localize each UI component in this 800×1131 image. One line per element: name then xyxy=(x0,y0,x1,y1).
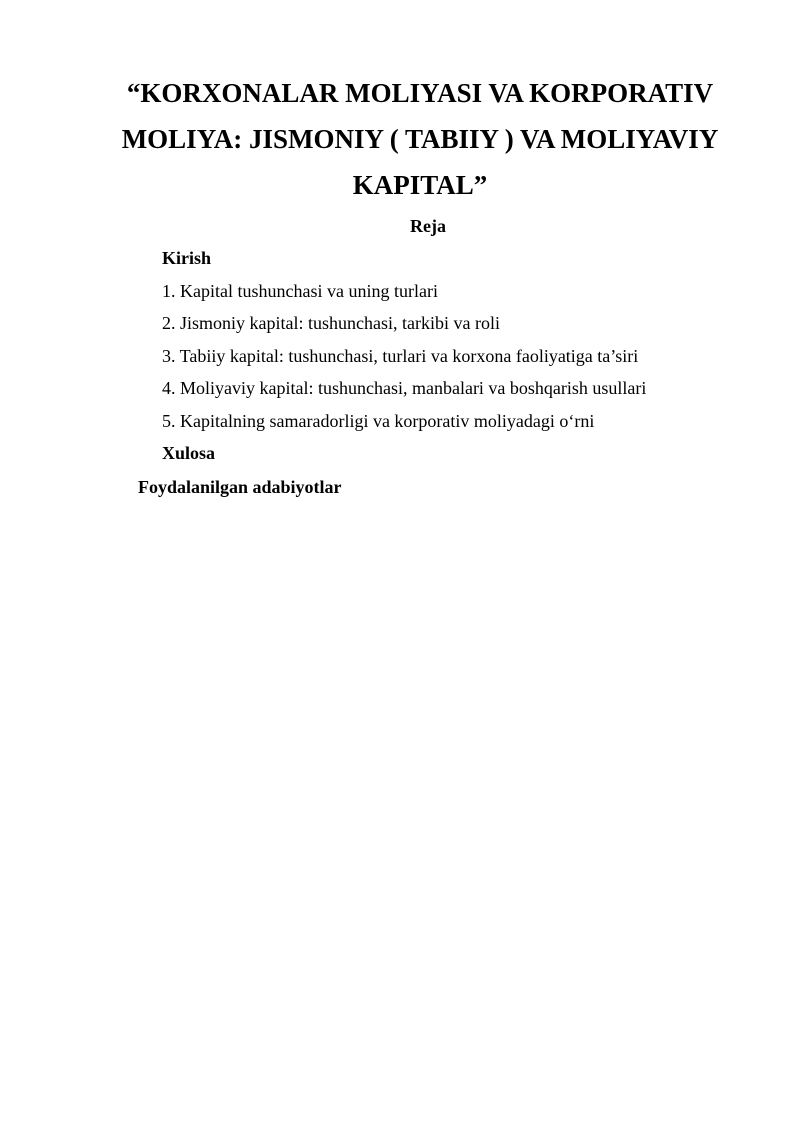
plan-heading: Reja xyxy=(410,216,446,236)
title-line: KAPITAL” xyxy=(352,170,488,200)
plan-list xyxy=(162,246,646,474)
plan-item-2: 2. Jismoniy kapital: tushunchasi, tarkibi va roli xyxy=(162,313,500,333)
document-title xyxy=(100,70,740,208)
plan-item-1: 1. Kapital tushunchasi va uning turlari xyxy=(162,280,438,301)
title-line: “KORXONALAR MOLIYASI VA KORPORATIV xyxy=(126,78,714,108)
plan-item-introduction: Kirish xyxy=(162,248,212,268)
plan-item-4: 4. Moliyaviy kapital: tushunchasi, manbalari va boshqarish usullari xyxy=(162,378,647,398)
plan-item-3: 3. Tabiiy kapital: tushunchasi, turlari va korxona faoliyatiga ta’siri xyxy=(162,345,639,366)
plan-item-conclusion: Xulosa xyxy=(162,443,216,463)
title-line: MOLIYA: JISMONIY ( TABIIY ) VA MOLIYAVIY xyxy=(121,124,719,154)
plan-item-5: 5. Kapitalning samaradorligi va korporativ moliyadagi o‘rni xyxy=(162,410,595,431)
references-label: Foydalanilgan adabiyotlar xyxy=(138,477,342,497)
